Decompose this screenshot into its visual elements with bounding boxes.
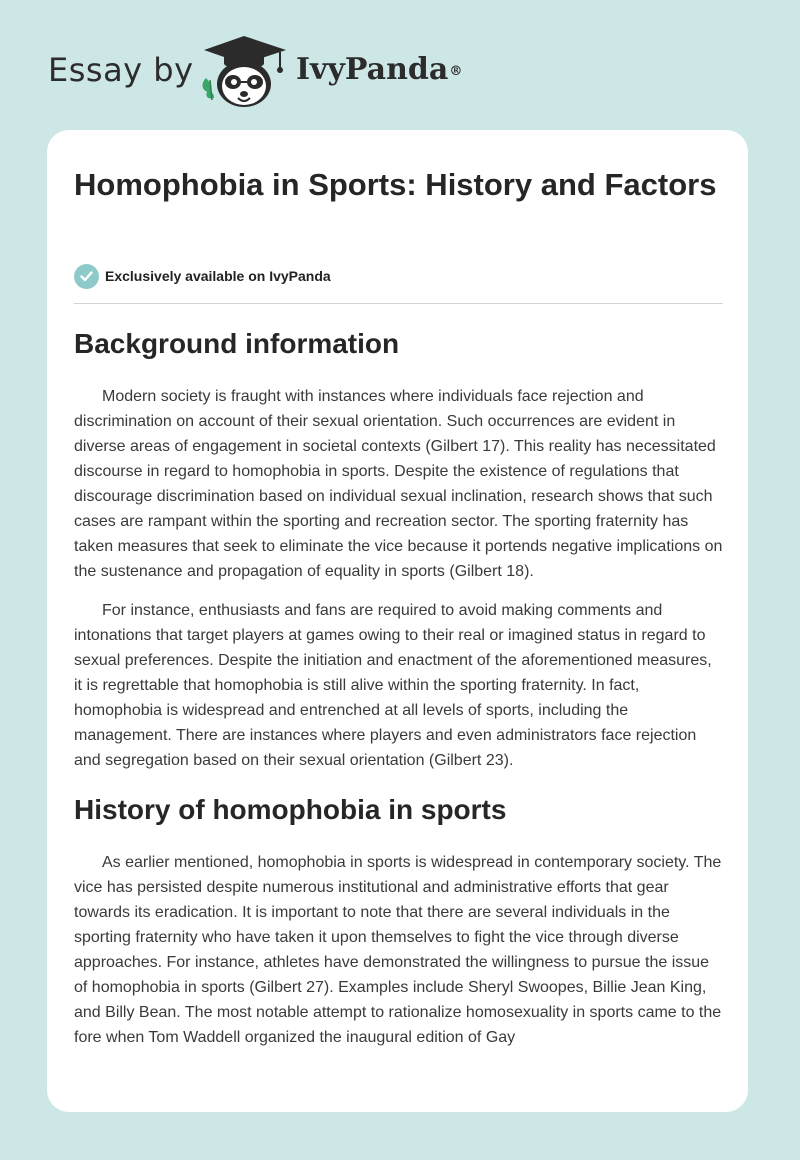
body-paragraph: As earlier mentioned, homophobia in sports is widespread in contemporary society. The vice has persisted despite numerous institutional and administrative efforts that gear towards its eradication. It is important to note that there are several individuals in the sporting fraternity who have taken it upon themselves to fight the vice through diverse approaches. For instance, athletes have demonstrated the willingness to pursue the issue of homophobia in sports (Gilbert 27). Examples include Sheryl Swoopes, Billie Jean King, and Billy Bean. The most notable attempt to rationalize homosexuality in sports came to the fore when Tom Waddell organized the inaugural edition of Gay [74, 854, 722, 1046]
trademark-symbol: ® [449, 64, 463, 79]
panda-logo-icon[interactable] [198, 34, 290, 110]
essay-body [74, 323, 723, 1064]
body-paragraph: For instance, enthusiasts and fans are required to avoid making comments and intonations that target players at games owing to their real or imagined status in regard to sexual preferences. Despite the initiation and enactment of the aforementioned measures, it is regrettable that homophobia is still alive within the sporting fraternity. In fact, homophobia is widespread and entrenched at all levels of sports, including the management. There are instances where players and even administrators face rejection and segregation based on their sexual orientation (Gilbert 23). [74, 602, 712, 769]
checkmark-icon [74, 264, 99, 289]
essay-card [47, 130, 748, 1112]
section-heading: Background information [74, 328, 400, 359]
site-header [0, 0, 800, 130]
brand-text: IvyPanda [296, 52, 449, 87]
body-paragraph: Modern society is fraught with instances where individuals face rejection and discrimination on account of their sexual orientation. Such occurrences are evident in diverse areas of engagement in societal contexts (Gilbert 17). This reality has necessitated discourse in regard to homophobia in sports. Despite the existence of regulations that discourage discrimination based on individual sexual inclination, research shows that such cases are rampant within the sporting and recreation sector. The sporting fraternity has taken measures that seek to eliminate the vice because it portends negative implications on the sustenance and propagation of equality in sports (Gilbert 18). [74, 388, 723, 580]
exclusive-badge [74, 263, 331, 289]
section-heading: History of homophobia in sports [74, 794, 507, 825]
essay-by-label: Essay by [48, 51, 194, 89]
brand-name[interactable] [296, 50, 462, 90]
title-divider [74, 303, 723, 304]
exclusive-badge-text: Exclusively available on IvyPanda [105, 268, 331, 284]
essay-title: Homophobia in Sports: History and Factors [74, 167, 717, 202]
